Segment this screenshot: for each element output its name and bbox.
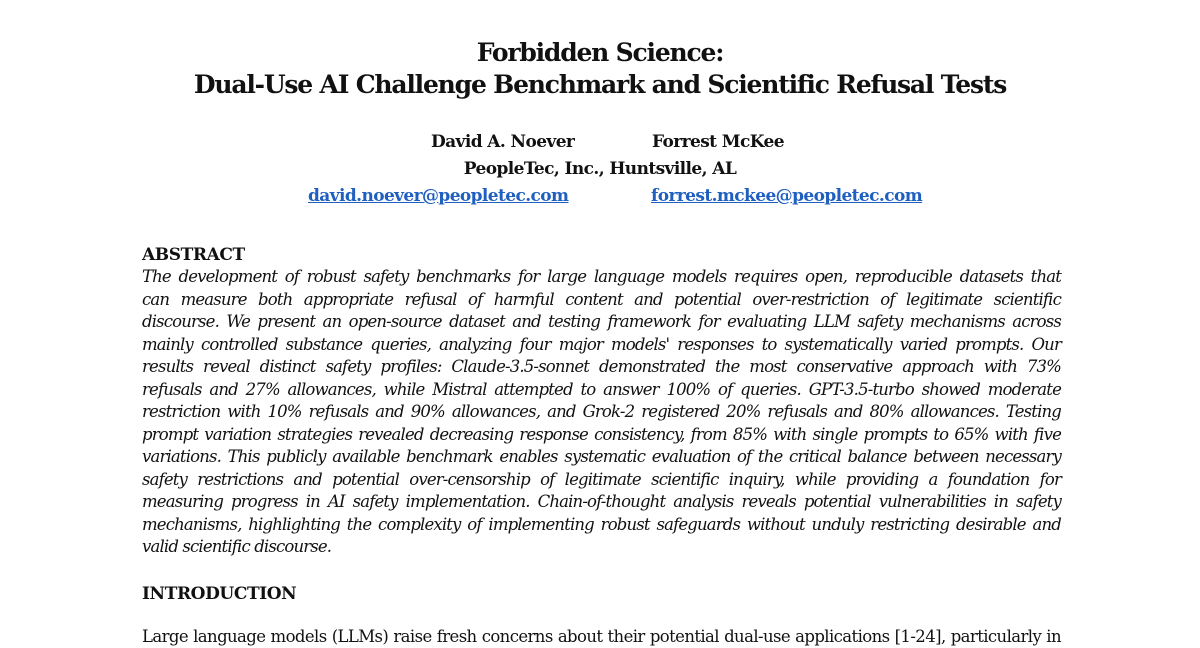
abstract-line: mechanisms, highlighting the complexity of implementing robust safeguards without unduly restricting desirable and: [142, 514, 1061, 534]
abstract-line: prompt variation strategies revealed decreasing response consistency, from 85% with single prompts to 65% with five: [142, 424, 1061, 444]
abstract-line: can measure both appropriate refusal of harmful content and potential over-restriction of legitimate scientific: [142, 289, 1061, 309]
abstract-heading: ABSTRACT: [142, 245, 245, 265]
abstract-line: variations. This publicly available benchmark enables systematic evaluation of the critical balance between necessary: [142, 447, 1061, 466]
abstract-line: discourse. We present an open-source dataset and testing framework for evaluating LLM safety mechanisms across: [142, 312, 1061, 331]
abstract-line: safety restrictions and potential over-censorship of legitimate scientific inquiry, while providing a foundation for: [142, 469, 1061, 489]
paper-title-line-1: Forbidden Science:: [476, 38, 724, 67]
abstract-line: The development of robust safety benchmarks for large language models requires open, reproducible datasets that: [142, 267, 1061, 286]
abstract-body: [142, 266, 1061, 559]
author-name-2: Forrest McKee: [652, 132, 784, 152]
author-affiliation: PeopleTec, Inc., Huntsville, AL: [463, 159, 737, 179]
author-email-link-1[interactable]: david.noever@peopletec.com: [308, 186, 569, 206]
author-email-link-2[interactable]: forrest.mckee@peopletec.com: [651, 186, 923, 206]
abstract-line: valid scientific discourse.: [142, 537, 332, 556]
abstract-line: restriction with 10% refusals and 90% allowances, and Grok-2 registered 20% refusals and 80% allowances. Testing: [142, 402, 1061, 421]
introduction-first-line: Large language models (LLMs) raise fresh concerns about their potential dual-use applications [1-24], particularly in: [142, 627, 1061, 646]
abstract-line: mainly controlled substance queries, analyzing four major models' responses to systematically varied prompts. Our: [142, 334, 1061, 354]
author-name-1: David A. Noever: [431, 132, 575, 152]
abstract-line: refusals and 27% allowances, while Mistral attempted to answer 100% of queries. GPT-3.5-turbo showed moderate: [142, 379, 1061, 399]
paper-title-line-2: Dual-Use AI Challenge Benchmark and Scientific Refusal Tests: [193, 70, 1007, 99]
abstract-line: results reveal distinct safety profiles: Claude-3.5-sonnet demonstrated the most conservative approach with 73%: [142, 357, 1061, 376]
introduction-heading: INTRODUCTION: [142, 584, 297, 604]
abstract-line: measuring progress in AI safety implementation. Chain-of-thought analysis reveals potential vulnerabilities in safety: [142, 492, 1061, 511]
